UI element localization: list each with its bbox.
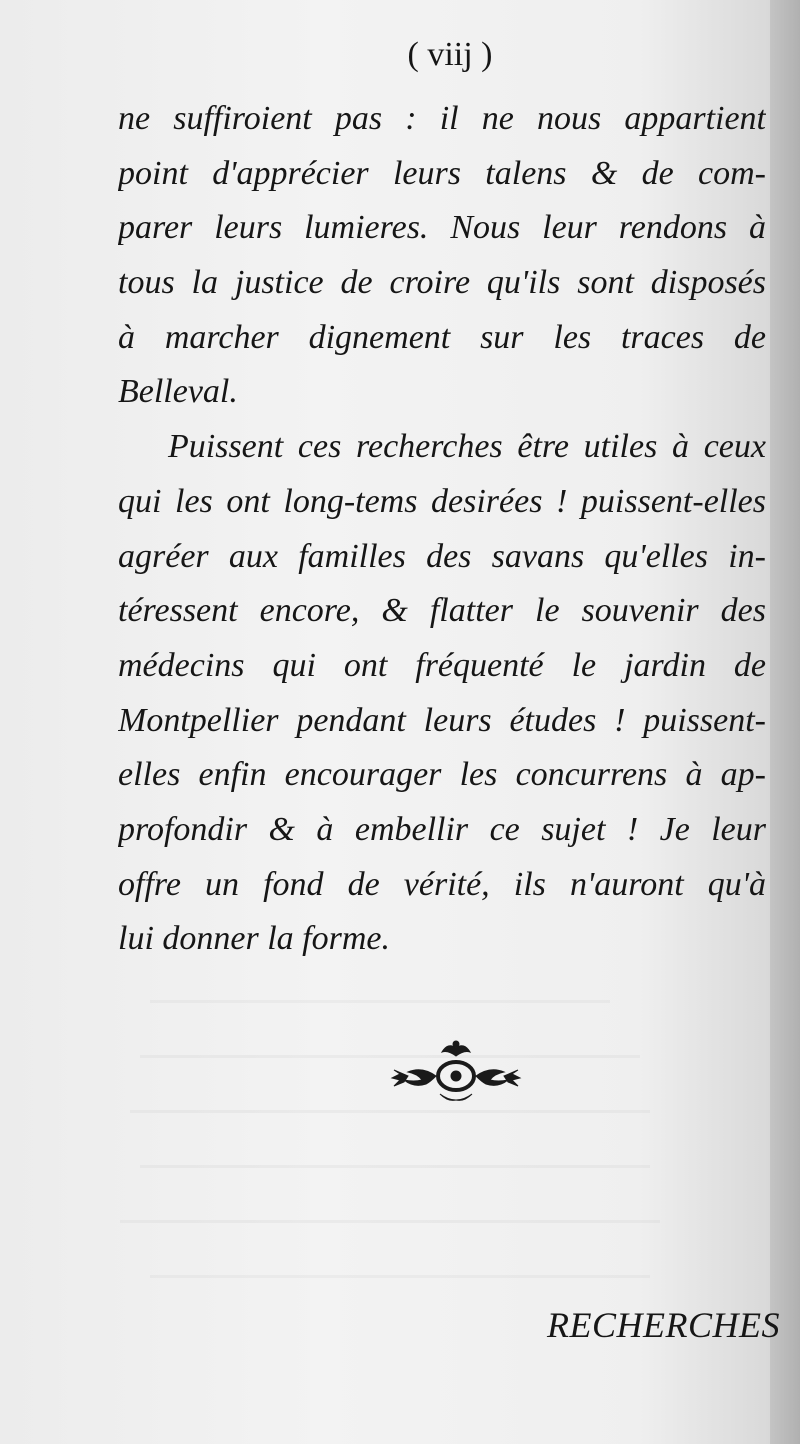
text-line: Belleval. (118, 373, 238, 411)
text-line: médecins qui ont fréquenté le jardin de (118, 646, 766, 684)
text-line: tous la justice de croire qu'ils sont disposés (118, 264, 766, 302)
catchword: RECHERCHES (547, 1305, 780, 1345)
body-text (118, 92, 766, 967)
paragraph-1 (118, 92, 766, 420)
text-line: lui donner la forme. (118, 920, 390, 958)
text-line: point d'apprécier leurs talens & de com- (118, 154, 766, 192)
text-line: elles enfin encourager les concurrens à ap- (118, 756, 766, 794)
text-line: offre un fond de vérité, ils n'auront qu'à (118, 865, 766, 903)
fleuron-ornament-icon (386, 1036, 526, 1108)
text-line: qui les ont long-tems desirées ! puissent-elles (118, 482, 766, 520)
text-line: agréer aux familles des savans qu'elles in- (118, 537, 766, 575)
paragraph-2 (118, 420, 766, 967)
text-line: ne suffiroient pas : il ne nous appartient (118, 100, 766, 137)
text-line: parer leurs lumieres. Nous leur rendons à (118, 209, 766, 247)
page-number: ( viij ) (407, 36, 493, 73)
text-line: Montpellier pendant leurs études ! puissent- (118, 701, 766, 739)
text-line: à marcher dignement sur les traces de (118, 318, 766, 356)
text-line: téressent encore, & flatter le souvenir des (118, 592, 766, 630)
text-line: profondir & à embellir ce sujet ! Je leur (118, 810, 766, 848)
text-line: Puissent ces recherches être utiles à ceux (168, 428, 766, 466)
